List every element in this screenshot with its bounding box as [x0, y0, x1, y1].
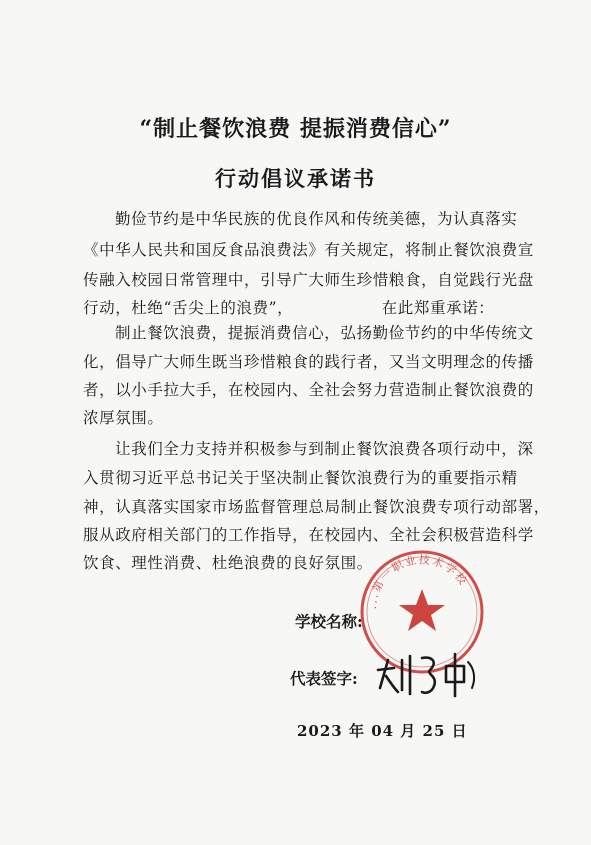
paragraph-line: 服从政府相关部门的工作指导，在校园内、全社会积极营造科学: [83, 526, 534, 544]
paragraph-line: 者，以小手拉大手，在校园内、全社会努力营造制止餐饮浪费的: [83, 381, 534, 399]
paragraph-line: 行动，杜绝“舌尖上的浪费”， 在此郑重承诺：: [83, 299, 495, 317]
paragraph-line: 神，认真落实国家市场监督管理总局制止餐饮浪费专项行动部署，: [83, 498, 550, 516]
representative-signature-label: 代表签字:: [290, 669, 358, 688]
paragraph-line: 勤俭节约是中华民族的优良作风和传统美德，为认真落实: [115, 210, 518, 228]
paragraph-line: 浓厚氛围。: [83, 409, 164, 427]
paragraph-line: 入贯彻习近平总书记关于坚决制止餐饮浪费行为的重要指示精: [83, 469, 518, 487]
document-subtitle: 行动倡议承诺书: [215, 166, 376, 191]
paragraph-line: 让我们全力支持并积极参与到制止餐饮浪费各项行动中，深: [115, 440, 534, 458]
seal-text: ...第一职业技术学校: [365, 553, 471, 610]
paragraph-line: 《中华人民共和国反食品浪费法》有关规定，将制止餐饮浪费宣: [83, 241, 534, 259]
handwritten-signature: [372, 648, 487, 700]
document-title: “制止餐饮浪费 提振消费信心”: [139, 116, 452, 142]
school-name-label: 学校名称:: [295, 612, 363, 631]
paragraph-line: 传融入校园日常管理中，引导广大师生珍惜粮食，自觉践行光盘: [83, 271, 534, 289]
paragraph-line: 制止餐饮浪费，提振消费信心，弘扬勤俭节约的中华传统文: [115, 324, 534, 342]
date-text: 2023 年 04 月 25 日: [297, 722, 468, 740]
paragraph-line: 饮食、理性消费、杜绝浪费的良好氛围。: [83, 554, 373, 572]
paragraph-line: 化，倡导广大师生既当珍惜粮食的践行者，又当文明理念的传播: [83, 353, 534, 371]
